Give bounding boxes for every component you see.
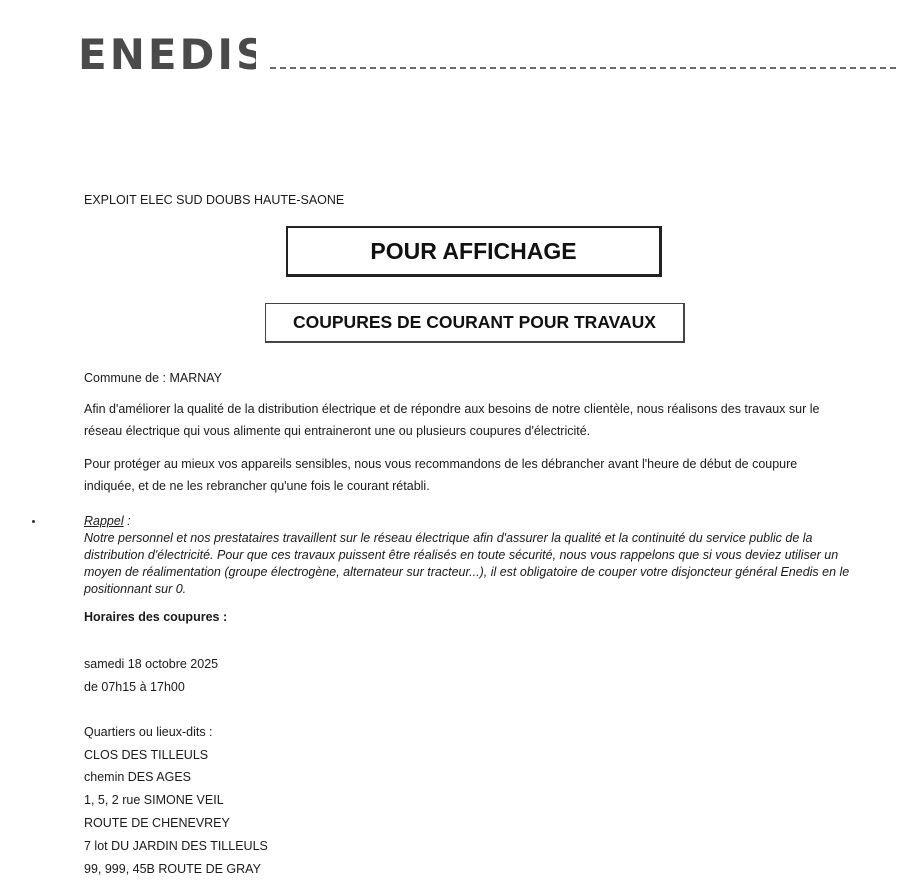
logo-text: ENEDIS xyxy=(78,32,256,76)
sender-label: EXPLOIT ELEC SUD DOUBS HAUTE-SAONE xyxy=(84,193,345,207)
schedule-date: samedi 18 octobre 2025 xyxy=(84,657,219,671)
header-rule xyxy=(270,67,896,69)
schedule-time: de 07h15 à 17h00 xyxy=(84,680,185,694)
intro-paragraph: Afin d'améliorer la qualité de la distribution électrique et de répondre aux besoins de notre clientèle, nous réalisons des travaux sur le réseau électrique qui vous alimente qui entraineront une ou plusieurs coupures d'électricité. xyxy=(84,402,820,438)
location-item: 1, 5, 2 rue SIMONE VEIL xyxy=(84,793,224,807)
rappel-title-suffix: : xyxy=(123,514,131,528)
location-item: 99, 999, 45B ROUTE DE GRAY xyxy=(84,862,261,876)
locations-heading: Quartiers ou lieux-dits : xyxy=(84,725,213,739)
commune-label: Commune de : MARNAY xyxy=(84,371,223,385)
location-item: 7 lot DU JARDIN DES TILLEULS xyxy=(84,839,268,853)
scan-dot xyxy=(32,520,35,523)
location-item: ROUTE DE CHENEVREY xyxy=(84,816,230,830)
rappel-title: Rappel xyxy=(84,514,124,528)
rappel-text: Notre personnel et nos prestataires travaillent sur le réseau électrique afin d'assurer la qualité et la continuité du service public de la distribution d'électricité. Pour que ces travaux puissent être réalisés en toute sécurité, nous vous rappelons que si vous deviez utiliser un moyen de réalimentation (groupe électrogène, alternateur sur tracteur...), il est obligatoire de couper votre disjoncteur général Enedis en le positionnant sur 0. xyxy=(84,531,850,596)
location-item: CLOS DES TILLEULS xyxy=(84,748,209,762)
schedule-heading: Horaires des coupures : xyxy=(84,610,228,624)
location-item: chemin DES AGES xyxy=(84,770,191,784)
enedis-logo xyxy=(78,32,256,87)
banner-title: POUR AFFICHAGE xyxy=(286,226,662,277)
rappel-block xyxy=(84,513,854,598)
advice-paragraph: Pour protéger au mieux vos appareils sensibles, nous vous recommandons de les débrancher avant l'heure de début de coupure indiquée, et de ne les rebrancher qu'une fois le courant rétabli. xyxy=(84,457,798,493)
subtitle-box: COUPURES DE COURANT POUR TRAVAUX xyxy=(265,303,685,343)
enedis-logo-icon xyxy=(78,32,256,76)
